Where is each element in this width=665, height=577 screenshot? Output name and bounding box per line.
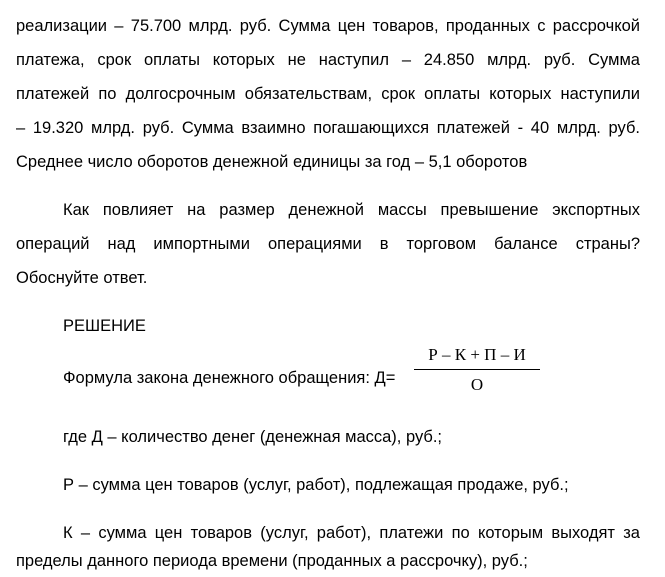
solution-heading: РЕШЕНИЕ [63,317,146,335]
definition-p: Р – сумма цен товаров (услуг, работ), подлежащая продаже, руб.; [63,476,569,494]
formula-denominator: О [470,375,484,394]
fraction-bar [414,369,540,370]
problem-line-5: Среднее число оборотов денежной единицы за год – 5,1 оборотов [16,153,528,171]
formula-label: Формула закона денежного обращения: Д= [63,369,396,387]
definition-d: где Д – количество денег (денежная масса), руб.; [63,428,443,446]
formula-fraction [412,344,542,396]
formula-numerator: Р – К + П – И [428,345,526,364]
problem-line-4: – 19.320 млрд. руб. Сумма взаимно погашающихся платежей - 40 млрд. руб. [16,119,640,137]
problem-line-3: платежей по долгосрочным обязательствам, срок оплаты которых наступили [16,85,640,103]
question-line-3: Обоснуйте ответ. [16,269,148,287]
problem-line-1: реализации – 75.700 млрд. руб. Сумма цен товаров, проданных с рассрочкой [16,17,640,35]
question-line-2: операций над импортными операциями в торговом балансе страны? [16,235,640,253]
definition-k-line-2: пределы данного периода времени (проданных а рассрочку), руб.; [16,552,528,570]
question-line-1: Как повлияет на размер денежной массы превышение экспортных [63,201,640,219]
definition-k-line-1: К – сумма цен товаров (услуг, работ), платежи по которым выходят за [63,524,640,542]
problem-line-2: платежа, срок оплаты которых не наступил – 24.850 млрд. руб. Сумма [16,51,640,69]
